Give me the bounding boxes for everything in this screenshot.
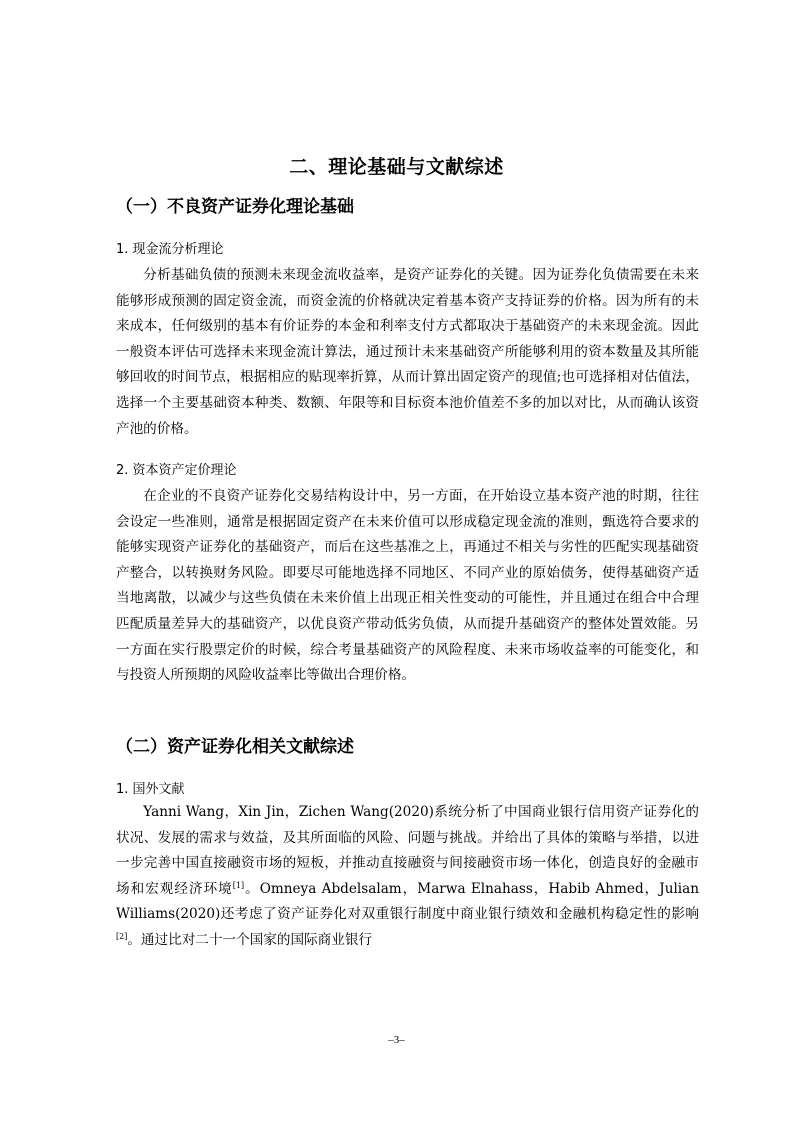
paragraph-capm: 在企业的不良资产证券化交易结构设计中，另一方面，在开始设立基本资产池的时期，往往会设定一些准则，通常是根据固定资产在未来价值可以形成稳定现金流的准则，甄选符合要求的能够实现资产证券化的基础资产，而后在这些基准之上，再通过不相关与劣性的匹配实现基础资产整合，以转换财务风险。即要尽可能地选择不同地区、不同产业的原始债务，使得基础资产适当地离散，以减少与这些负债在未来价值上出现正相关性变动的可能性，并且通过在组合中合理匹配质量差异大的基础资产，以优良资产带动低劣负债，从而提升基础资产的整体处置效能。另一方面在实行股票定价的时候，综合考量基础资产的风险程度、未来市场收益率的可能变化，和与投资人所预期的风险收益率比等做出合理价格。 [116, 488, 699, 684]
paragraph-foreign-literature [116, 800, 699, 954]
chapter-heading: 二、理论基础与文献综述 [289, 156, 504, 178]
section-title-1: （一）不良资产证券化理论基础 [116, 197, 354, 217]
page-number: –3– [388, 1034, 405, 1046]
citation-1: [1] [232, 880, 245, 890]
subsection-title-capm: 2. 资本资产定价理论 [116, 463, 237, 478]
paragraph-part-b: 。Omneya Abdelsalam，Marwa Elnahass，Habib Ahmed，Julian Williams(2020)还考虑了资产证券化对双重银行制度中商业银行绩效和金融机构稳定性的影响 [116, 880, 700, 923]
paragraph-part-c: 。通过比对二十一个国家的国际商业银行 [127, 931, 373, 948]
section-title-2: （二）资产证券化相关文献综述 [116, 737, 354, 757]
paragraph-part-a: Yanni Wang，Xin Jin，Zichen Wang(2020)系统分析了中国商业银行信用资产证券化的状况、发展的需求与效益，及其所面临的风险、问题与挑战。并给出了具体的策略与举措，以进一步完善中国直接融资市场的短板，并推动直接融资与间接融资市场一体化，创造良好的金融市场和宏观经济环境 [116, 804, 699, 897]
citation-2: [2] [116, 931, 128, 941]
paragraph-cashflow: 分析基础负债的预测未来现金流收益率，是资产证券化的关键。因为证券化负债需要在未来能够形成预测的固定资金流，而资金流的价格就决定着基本资产支持证券的价格。因为所有的未来成本，任何级别的基本有价证券的本金和利率支付方式都取决于基础资产的未来现金流。因此一般资本评估可选择未来现金流计算法，通过预计未来基础资产所能够利用的资本数量及其所能够回收的时间节点，根据相应的贴现率折算，从而计算出固定资产的现值;也可选择相对估值法，选择一个主要基础资本种类、数额、年限等和目标资本池价值差不多的加以对比，从而确认该资产池的价格。 [116, 267, 699, 437]
subsection-title-cashflow: 1. 现金流分析理论 [116, 242, 224, 257]
subsection-title-foreign: 1. 国外文献 [116, 782, 185, 797]
